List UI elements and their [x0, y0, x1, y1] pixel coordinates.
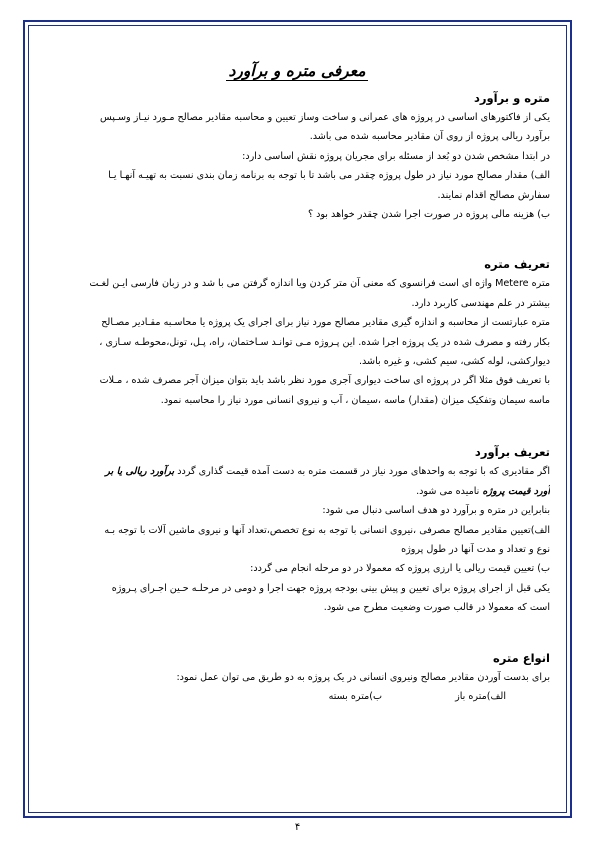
- section-heading: تعریف متره: [484, 257, 550, 272]
- section-heading: تعریف برآورد: [474, 445, 550, 460]
- paragraph-line: سفارش مصالح اقدام نمایند.: [437, 189, 550, 201]
- document-body: [44, 60, 550, 706]
- paragraph-line: [44, 462, 550, 481]
- closed-metre-item: ب)متره بسته: [328, 690, 383, 702]
- section-metre-definition: [44, 254, 550, 410]
- paragraph-line: با تعریف فوق مثلا اگر در پروژه ای ساخت دیواری آجری مورد نظر باشد باید بتوان میزان آجر مصرف شده ، مـلات: [99, 375, 550, 387]
- section-metre-and-estimate: [44, 88, 550, 224]
- paragraph-text: نامیده می شود.: [416, 485, 483, 497]
- page-number: ۴: [294, 822, 301, 833]
- paragraph-line: یکی از فاکتورهای اساسی در پروژه های عمرانی و ساخت وساز تعیین و محاسبه مقادیر مصالح مـورد نیـاز وسـپس: [100, 112, 550, 123]
- page-title: معرفی متره و برآورد: [228, 62, 366, 80]
- paragraph-line: ماسه سیمان وتفکیک میزان (مقدار) ماسه ،سیمان ، آب و نیروی انسانی مورد نیاز را محاسبه نمود.: [160, 394, 550, 406]
- section-estimate-definition: [44, 442, 550, 617]
- paragraph-line: الف)تعیین مقادیر مصالح مصرفی ،نیروی انسانی با توجه به نوع تخصص،تعداد آنها و نیروی ماشین آلات با توجه بـه: [104, 524, 550, 536]
- emphasized-term: آورد قیمت پروژه: [482, 485, 550, 497]
- paragraph-line: بنابراین در متره و برآورد دو هدف اساسی دنبال می شود:: [322, 505, 550, 517]
- section-heading: انواع متره: [492, 650, 550, 665]
- paragraph-line: بکار رفته و مصرف شده در یک پروژه اجرا شده. این پـروژه مـی توانـد سـاختمان، راه، پـل، تونل،محوطـه سـازی ،: [99, 336, 550, 348]
- paragraph-line: برآورد ریالی پروژه از روی آن مقادیر محاسبه شده می باشد.: [309, 131, 550, 143]
- paragraph-line: ب) هزینه مالی پروژه در صورت اجرا شدن چقدر خواهد بود ؟: [307, 209, 550, 221]
- emphasized-term: برآورد ریالی یا بر: [105, 466, 175, 478]
- paragraph-line: متره Metere واژه ای است فرانسوی که معنی آن متر کردن ویا اندازه گرفتن می با شد و در زبان فارسی ایـن لغـت: [89, 278, 550, 290]
- paragraph-line: [44, 482, 550, 501]
- paragraph-line: برای بدست آوردن مقادیر مصالح ونیروی انسانی در یک پروژه به دو طریق می توان عمل نمود:: [176, 671, 550, 683]
- paragraph-line: بیشتر در علم مهندسی کاربرد دارد.: [411, 297, 550, 309]
- open-metre-item: الف)متره باز: [455, 690, 506, 702]
- paragraph-line: الف) مقدار مصالح مورد نیاز در طول پروژه چقدر می باشد تا با توجه به برنامه زمان بندی نسبت به تهیـه آنهـا یـا: [108, 170, 550, 182]
- paragraph-line: در ابتدا مشخص شدن دو بُعد از مسئله برای مجریان پروژه نقش اساسی دارد:: [242, 150, 550, 162]
- paragraph-line: ب) تعیین قیمت ریالی یا ارزی پروژه که معمولا در دو مرحله انجام می گردد:: [250, 563, 550, 575]
- section-heading: متره و برآورد: [474, 91, 550, 105]
- section-metre-types: [44, 648, 550, 707]
- paragraph-line: متره عبارتست از محاسبه و اندازه گیری مقادیر مصالح مورد نیاز برای اجرای یک پروژه یا محاسـبه مقـادیر مصـالح: [101, 317, 550, 329]
- paragraph-line: است که معمولا در قالب صورت وضعیت مطرح می شود.: [323, 602, 550, 614]
- paragraph-line: نوع و تعداد و مدت آنها در طول پروژه: [401, 543, 550, 555]
- paragraph-line: یکی قبل از اجرای پروژه برای تعیین و پیش بینی بودجه پروژه جهت اجرا و دومی در مرحلـه حـین اجـرای پـروژه: [111, 582, 550, 594]
- metre-types-list: [44, 687, 550, 706]
- paragraph-line: دیوارکشی، لوله کشی، سیم کشی، و غیره باشد.: [358, 356, 550, 368]
- paragraph-text: اگر مقادیری که با توجه به واحدهای مورد نیاز در قسمت متره به دست آمده قیمت گذاری گردد: [174, 466, 550, 478]
